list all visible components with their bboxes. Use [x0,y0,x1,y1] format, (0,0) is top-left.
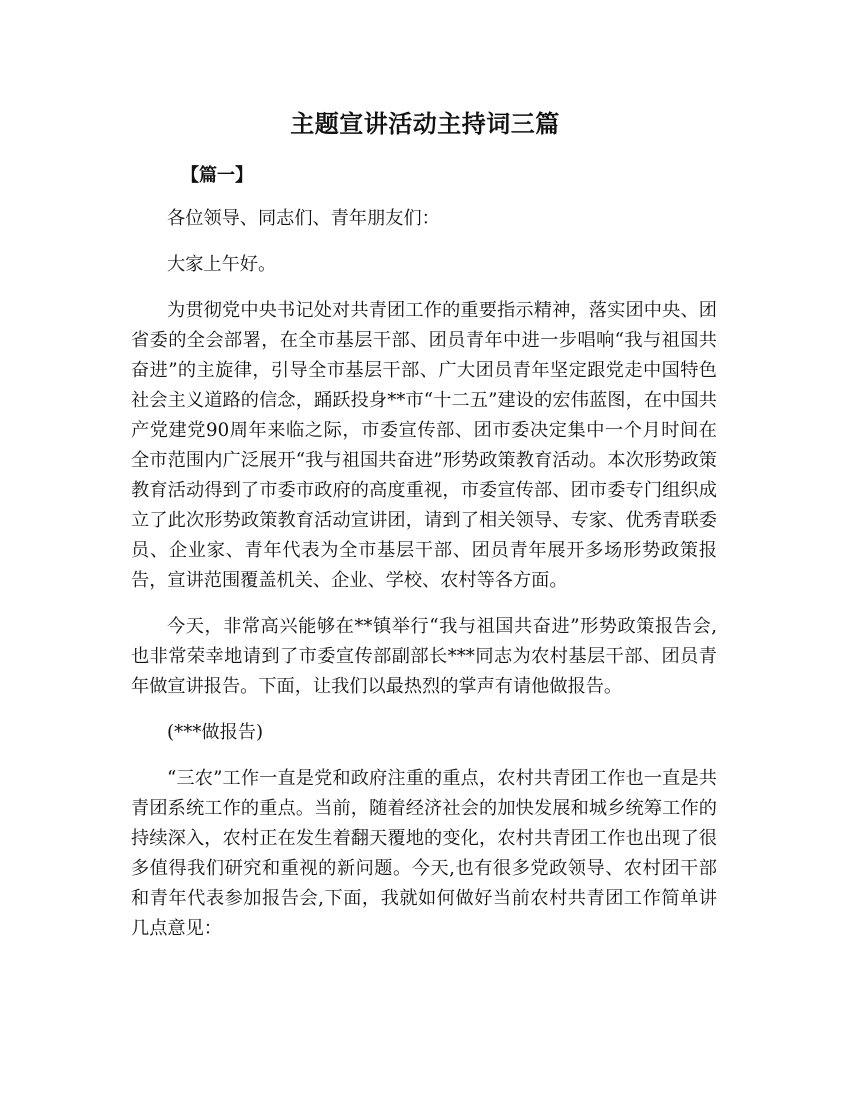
paragraph-rural-work: “三农”工作一直是党和政府注重的重点，农村共青团工作也一直是共青团系统工作的重点。当前，随着经济社会的加快发展和城乡统筹工作的持续深入，农村正在发生着翻天覆地的变化，农村共青团工作也出现了很多值得我们研究和重视的新问题。今天,也有很多党政领导、农村团干部和青年代表参加报告会,下面，我就如何做好当前农村共青团工作简单讲几点意见： [131,768,717,939]
paragraph-greeting: 大家上午好。 [167,254,277,275]
paragraph-introduction: 今天，非常高兴能够在**镇举行“我与祖国共奋进”形势政策报告会,也非常荣幸地请到了市委宣传部副部长***同志为农村基层干部、团员青年做宣讲报告。下面，让我们以最热烈的掌声有请他做报告。 [131,616,717,697]
document-body [131,204,717,960]
paragraph-salutation: 各位领导、同志们、青年朋友们： [167,208,440,229]
paragraph-report-note: (***做报告) [167,722,264,743]
paragraph-background: 为贯彻党中央书记处对共青团工作的重要指示精神，落实团中央、团省委的全会部署，在全市基层干部、团员青年中进一步唱响“我与祖国共奋进”的主旋律，引导全市基层干部、广大团员青年坚定跟党走中国特色社会主义道路的信念，踊跃投身**市“十二五”建设的宏伟蓝图，在中国共产党建党90周年来临之际，市委宣传部、团市委决定集中一个月时间在全市范围内广泛展开“我与祖国共奋进”形势政策教育活动。本次形势政策教育活动得到了市委市政府的高度重视，市委宣传部、团市委专门组织成立了此次形势政策教育活动宣讲团，请到了相关领导、专家、优秀青联委员、企业家、青年代表为全市基层干部、团员青年展开多场形势政策报告，宣讲范围覆盖机关、企业、学校、农村等各方面。 [131,300,717,591]
section-label: 【篇一】 [181,165,253,186]
document-title: 主题宣讲活动主持词三篇 [290,110,560,138]
